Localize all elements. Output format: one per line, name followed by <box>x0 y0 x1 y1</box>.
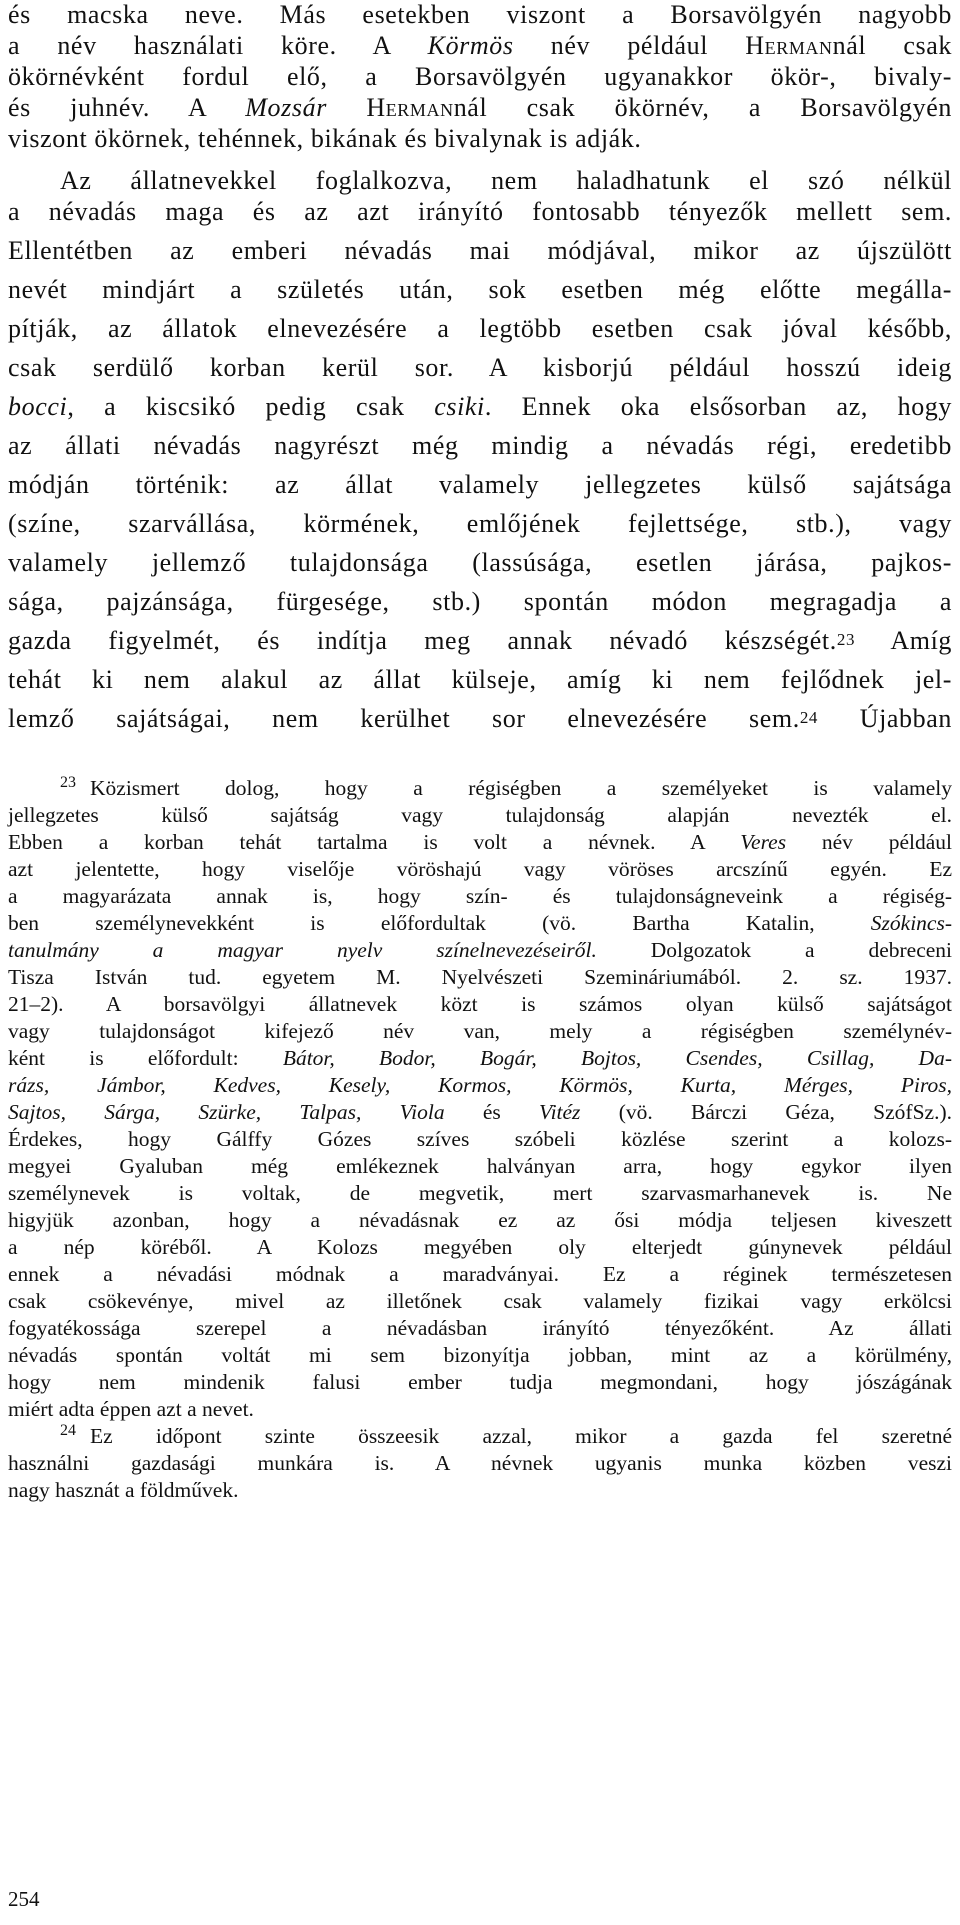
text-line: és juhnév. A Mozsár Hermannál csak ökörnév, a Borsavölgyén <box>8 93 952 122</box>
footnote-line: a magyarázata annak is, hogy szín- és tulajdonságneveink a régiség- <box>8 884 952 908</box>
footnote-line: ben személynevekként is előfordultak (vö. Bartha Katalin, Szókincs- <box>8 911 952 935</box>
footnote-ref-23[interactable]: 23 <box>836 630 856 649</box>
text-line: módján történik: az állat valamely jellegzetes külső sajátsága <box>8 470 952 499</box>
text-line: csak serdülő korban kerül sor. A kisborjú például hosszú ideig <box>8 353 952 382</box>
footnote-line: személynevek is voltak, de megvetik, mert szarvasmarhanevek is. Ne <box>8 1181 952 1205</box>
footnote-line: tanulmány a magyar nyelv színelnevezéseiről. Dolgozatok a debreceni <box>8 938 953 962</box>
footnote-line: vagy tulajdonságot kifejező név van, mely a régiségben személynév- <box>8 1019 952 1043</box>
footnote-line: Érdekes, hogy Gálffy Gózes szíves szóbeli közlése szerint a kolozs- <box>8 1127 952 1151</box>
footnote-line: használni gazdasági munkára is. A névnek ugyanis munka közben veszi <box>8 1451 952 1475</box>
footnote-line: nagy hasznát a földművek. <box>8 1478 239 1502</box>
text-line: (színe, szarvállása, körmének, emlőjének fejlettsége, stb.), vagy <box>8 509 952 538</box>
text-line: Ellentétben az emberi névadás mai módjával, mikor az újszülött <box>8 236 952 265</box>
footnote-line: Tisza István tud. egyetem M. Nyelvészeti Szemináriumából. 2. sz. 1937. <box>8 965 952 989</box>
footnote-line: a nép köréből. A Kolozs megyében oly elterjedt gúnynevek például <box>8 1235 952 1259</box>
footnote-number: 24 <box>60 1421 76 1439</box>
text-line: a névadás maga és az azt irányító fontosabb tényezők mellett sem. <box>8 197 952 226</box>
text-line: pítják, az állatok elnevezésére a legtöbb esetben csak jóval később, <box>8 314 952 343</box>
footnote-line: fogyatékossága szerepel a névadásban irányító tényezőként. Az állati <box>8 1316 952 1340</box>
text-line: ökörnévként fordul elő, a Borsavölgyén ugyanakkor ökör-, bivaly- <box>8 62 952 91</box>
text-line: nevét mindjárt a születés után, sok esetben még előtte megálla- <box>8 275 952 304</box>
footnote-line: névadás spontán voltát mi sem bizonyítja jobban, mint az a körülmény, <box>8 1343 952 1367</box>
text-line: és macska neve. Más esetekben viszont a Borsavölgyén nagyobb <box>8 0 952 29</box>
footnote-line: Ebben a korban tehát tartalma is volt a névnek. A Veres név például <box>8 830 952 854</box>
text-line: Az állatnevekkel foglalkozva, nem haladhatunk el szó nélkül <box>60 166 952 195</box>
footnote-line: rázs, Jámbor, Kedves, Kesely, Kormos, Körmös, Kurta, Mérges, Piros, <box>8 1073 952 1097</box>
footnote-line: azt jelentette, hogy viselője vöröshajú vagy vöröses arcszínű egyén. Ez <box>8 857 952 881</box>
text-line: az állati névadás nagyrészt még mindig a névadás régi, eredetibb <box>8 431 952 460</box>
footnote-line: csak csökevénye, mivel az illetőnek csak valamely fizikai vagy erkölcsi <box>8 1289 952 1313</box>
footnote-line: 21–2). A borsavölgyi állatnevek közt is számos olyan külső sajátságot <box>8 992 952 1016</box>
text-line: tehát ki nem alakul az állat külseje, amíg ki nem fejlődnek jel- <box>8 665 952 694</box>
footnote-line: miért adta éppen azt a nevet. <box>8 1397 254 1421</box>
footnote-23: $^{23}$ Közismert dolog, hogy a régiségben a személyeket is valamely <box>60 773 952 800</box>
footnote-line: jellegzetes külső sajátság vagy tulajdonság alapján nevezték el. <box>8 803 952 827</box>
text-line: a név használati köre. A Körmös név például Hermannál csak <box>8 31 952 60</box>
text-line: viszont ökörnek, tehénnek, bikának és bivalynak is adják. <box>8 124 642 153</box>
footnote-line: ként is előfordult: Bátor, Bodor, Bogár, Bojtos, Csendes, Csillag, Da- <box>8 1046 952 1070</box>
page-number: 254 <box>8 1887 40 1911</box>
footnote-line: Sajtos, Sárga, Szürke, Talpas, Viola és Vitéz (vö. Bárczi Géza, SzófSz.). <box>8 1100 952 1124</box>
text-line: sága, pajzánsága, fürgesége, stb.) spontán módon megragadja a <box>8 587 952 616</box>
text-line: bocci, a kiscsikó pedig csak csiki. Ennek oka elsősorban az, hogy <box>8 392 952 421</box>
footnote-number: 23 <box>60 773 76 791</box>
footnote-24: $^{24}$ Ez időpont szinte összeesik azzal, mikor a gazda fel szeretné <box>60 1421 952 1448</box>
text-line: lemző sajátságai, nem kerülhet sor elnevezésére sem.$^{24}$ Újabban <box>8 704 952 733</box>
footnote-line: ennek a névadási módnak a maradványai. Ez a réginek természetesen <box>8 1262 952 1286</box>
text-line: valamely jellemző tulajdonsága (lassúsága, esetlen járása, pajkos- <box>8 548 952 577</box>
footnote-line: megyei Gyaluban még emlékeznek halványan arra, hogy egykor ilyen <box>8 1154 952 1178</box>
footnote-ref-24[interactable]: 24 <box>799 708 819 727</box>
footnote-line: higyjük azonban, hogy a névadásnak ez az ősi módja teljesen kiveszett <box>8 1208 952 1232</box>
text-line: gazda figyelmét, és indítja meg annak névadó készségét.$^{23}$ Amíg <box>8 626 953 655</box>
footnote-line: hogy nem mindenik falusi ember tudja megmondani, hogy jószágának <box>8 1370 952 1394</box>
